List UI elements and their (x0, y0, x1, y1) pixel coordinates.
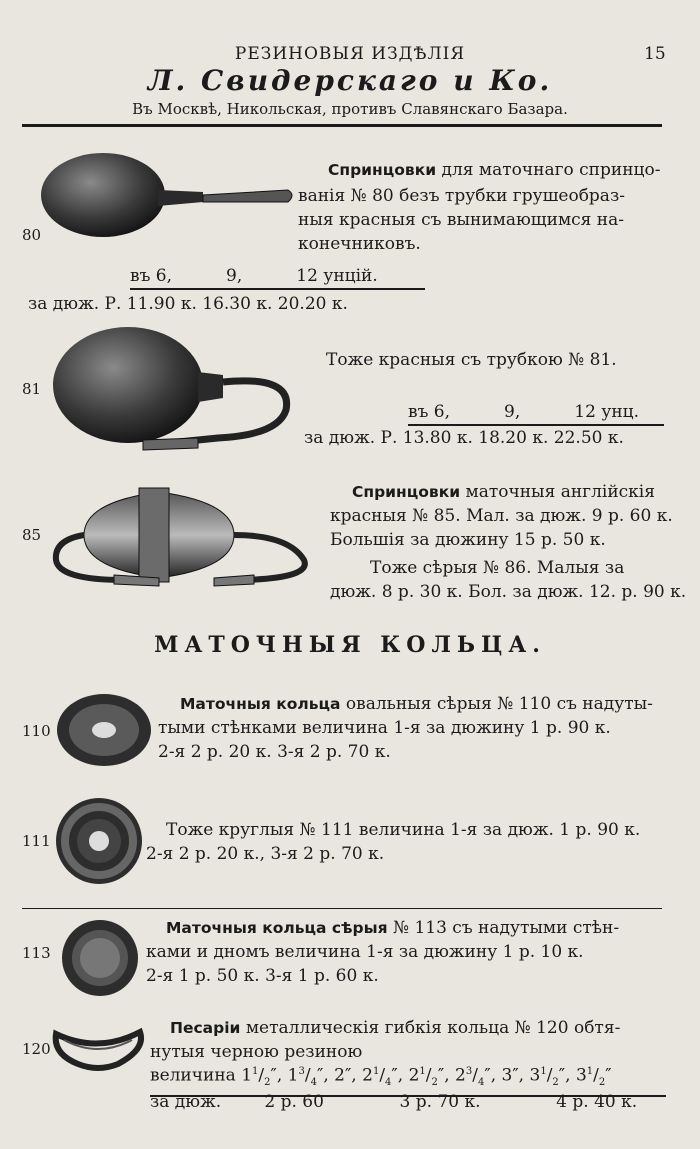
item-120-name: Песаріи (170, 1019, 241, 1037)
item-120-line1: металлическія гибкія кольца № 120 обтя- (245, 1018, 621, 1038)
item-110-line1: овальныя сѣрыя № 110 съ надуты- (345, 694, 653, 714)
item-81-sizes: въ 6, 9, 12 унц. (408, 400, 664, 426)
ring-111-illustration (54, 796, 144, 886)
item-110-line2: тыми стѣнками величина 1-я за дюжину 1 р. 90 к. (158, 718, 611, 738)
item-113-number: 113 (22, 944, 51, 962)
divider-rule (22, 908, 662, 909)
syringe-81-illustration (48, 320, 298, 455)
item-80-line2: ванія № 80 безъ трубки грушеобраз- (298, 186, 625, 206)
item-113-line1: № 113 съ надутыми стѣн- (392, 918, 620, 938)
item-85-number: 85 (22, 526, 42, 544)
item-110-number: 110 (22, 722, 51, 740)
item-80-name: Спринцовки (328, 161, 437, 179)
item-120-line2: нутыя черною резиною (150, 1042, 363, 1062)
item-120-number: 120 (22, 1040, 51, 1058)
section-title: МАТОЧНЫЯ КОЛЬЦА. (154, 632, 546, 658)
item-111-line2: 2-я 2 р. 20 к., 3-я 2 р. 70 к. (146, 844, 385, 864)
item-120-prices: за дюж. 2 р. 60 3 р. 70 к. 4 р. 40 к. (150, 1092, 638, 1112)
item-113-name: Маточныя кольца сѣрыя (166, 919, 388, 937)
company-title: Л. Свидерскаго и Ко. (147, 64, 553, 97)
item-85-line2: красныя № 85. Мал. за дюж. 9 р. 60 к. (330, 506, 673, 526)
header-top: РЕЗИНОВЫЯ ИЗДѢЛІЯ (234, 44, 466, 64)
item-81-prices: за дюж. Р. 13.80 к. 18.20 к. 22.50 к. (304, 428, 624, 448)
item-80-line4: конечниковъ. (298, 234, 421, 254)
item-111-line1: Тоже круглыя № 111 величина 1-я за дюж. 1 р. 90 к. (166, 820, 641, 840)
item-113-line2: ками и дномъ величина 1-я за дюжину 1 р. 10 к. (146, 942, 584, 962)
item-85-line4: Тоже сѣрыя № 86. Малыя за (370, 558, 625, 578)
syringe-85-illustration (44, 480, 324, 590)
item-85-line5: дюж. 8 р. 30 к. Бол. за дюж. 12. р. 90 к. (330, 582, 687, 602)
item-85-line3: Большія за дюжину 15 р. 50 к. (330, 530, 606, 550)
item-80-line3: ныя красныя съ вынимающимся на- (298, 210, 625, 230)
item-80-sizes: въ 6, 9, 12 унцій. (130, 264, 425, 290)
item-120-sizes-label: величина (150, 1065, 236, 1086)
item-85-line1: маточныя англійскія (465, 482, 655, 502)
item-110-name: Маточныя кольца (180, 695, 341, 713)
pessary-120-illustration (48, 1024, 148, 1074)
item-85-name: Спринцовки (352, 483, 461, 501)
item-81-number: 81 (22, 380, 42, 398)
ring-110-illustration (54, 690, 154, 770)
address-line: Въ Москвѣ, Никольская, противъ Славянскаго Базара. (132, 100, 568, 118)
item-110-line3: 2-я 2 р. 20 к. 3-я 2 р. 70 к. (158, 742, 391, 762)
item-80-prices: за дюж. Р. 11.90 к. 16.30 к. 20.20 к. (28, 294, 348, 314)
item-80-number: 80 (22, 226, 42, 244)
page-number: 15 (644, 44, 666, 64)
ring-113-illustration (60, 918, 140, 998)
item-120-sizes: величина $1^1/_2''$, $1^3/_4''$, 2″, $2^1/_4''$, $2^1/_2''$, $2^3/_4''$, 3″, $3^1/_2''$, $3^1/_2''$ (150, 1060, 666, 1097)
item-80-line1: для маточнаго спринцо- (441, 160, 661, 180)
syringe-80-illustration (38, 150, 298, 240)
item-111-number: 111 (22, 832, 51, 850)
item-113-line3: 2-я 1 р. 50 к. 3-я 1 р. 60 к. (146, 966, 379, 986)
header-rule (22, 124, 662, 127)
item-81-line1: Тоже красныя съ трубкою № 81. (326, 350, 617, 370)
